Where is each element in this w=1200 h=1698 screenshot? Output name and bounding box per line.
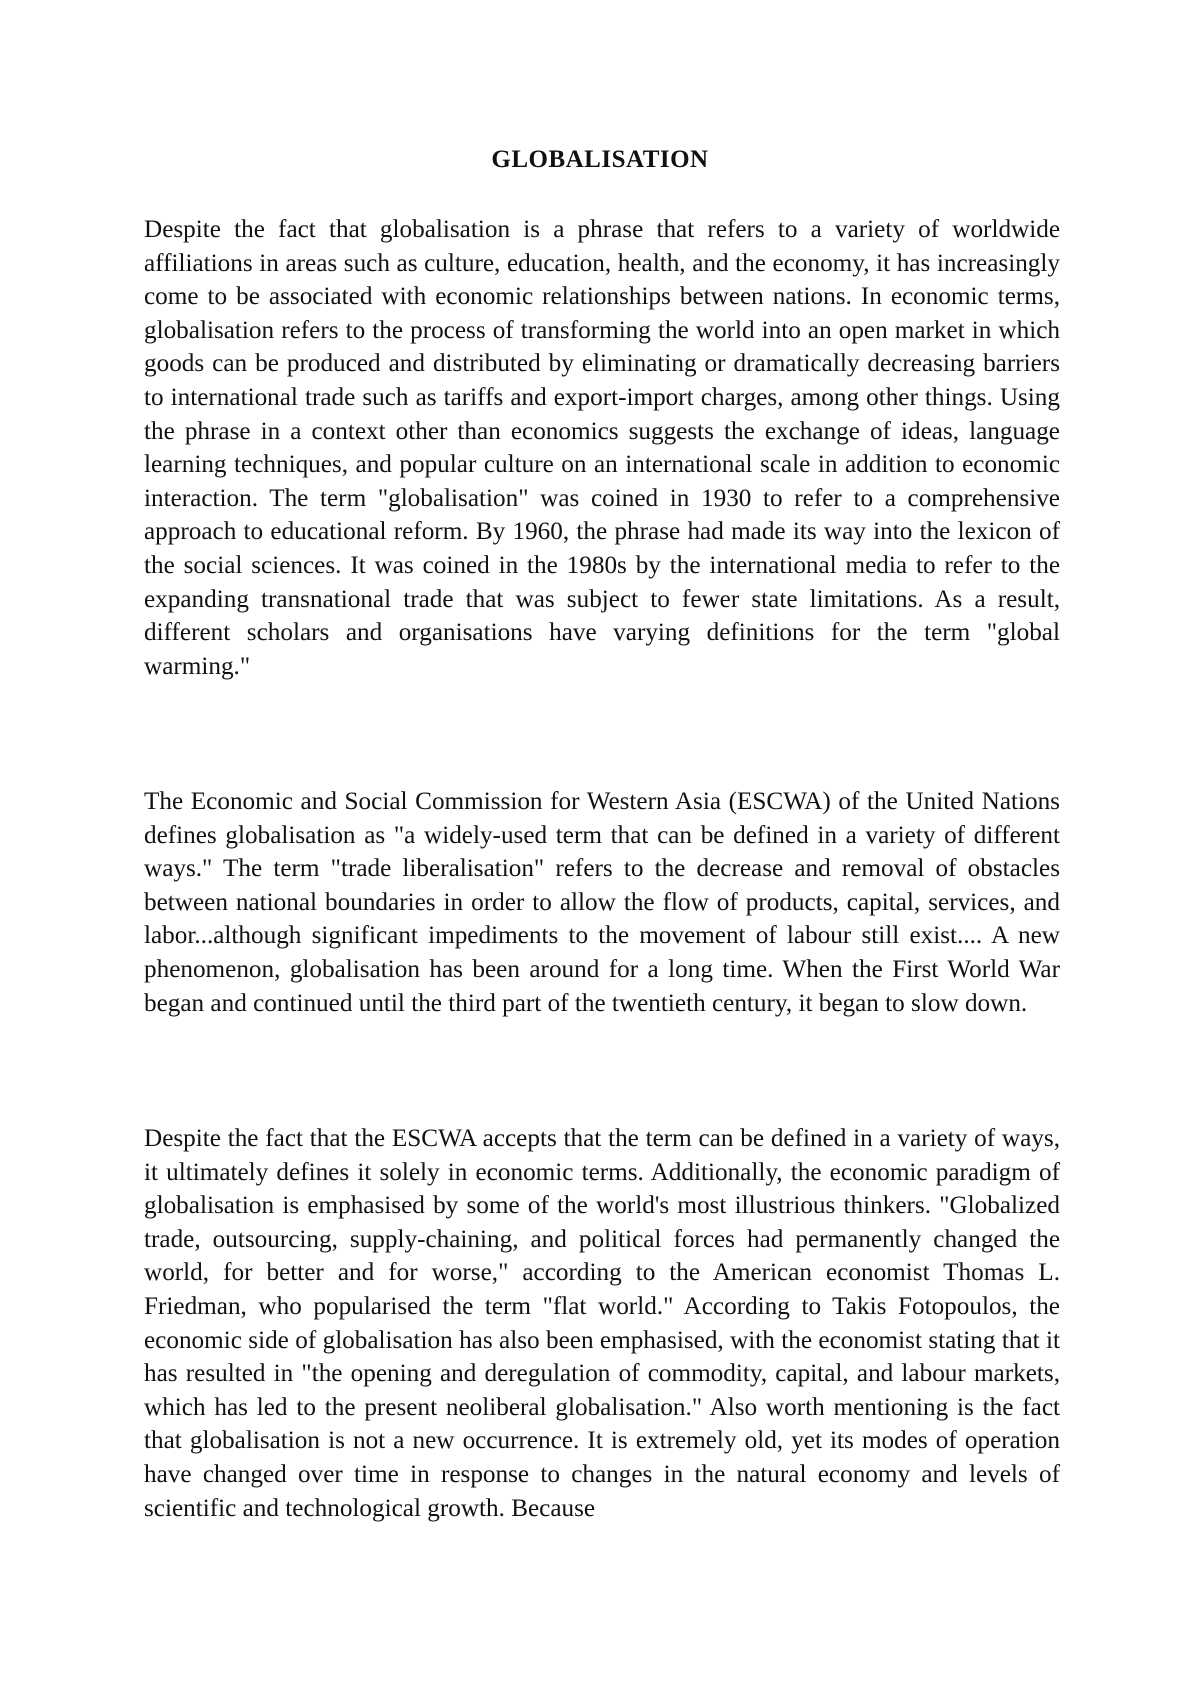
paragraph-1: Despite the fact that globalisation is a phrase that refers to a variety of worldwide affiliations in areas such as culture, education, health, and the economy, it has increasingly come to be associated with economic relationships between nations. In economic terms, globalisation refers to the process of transforming the world into an open market in which goods can be produced and distributed by eliminating or dramatically decreasing barriers to international trade such as tariffs and export-import charges, among other things. Using the phrase in a context other than economics suggests the exchange of ideas, language learning techniques, and popular culture on an international scale in addition to economic interaction. The term "globalisation" was coined in 1930 to refer to a comprehensive approach to educational reform. By 1960, the phrase had made its way into the lexicon of the social sciences. It was coined in the 1980s by the international media to refer to the expanding transnational trade that was subject to fewer state limitations. As a result, different scholars and organisations have varying definitions for the term "global warming." [144, 216, 1060, 680]
paragraph-2: The Economic and Social Commission for Western Asia (ESCWA) of the United Nations defines globalisation as "a widely-used term that can be defined in a variety of different ways." The term "trade liberalisation" refers to the decrease and removal of obstacles between national boundaries in order to allow the flow of products, capital, services, and labor...although significant impediments to the movement of labour still exist.... A new phenomenon, globalisation has been around for a long time. When the First World War began and continued until the third part of the twentieth century, it began to slow down. [144, 788, 1060, 1017]
paragraph-3: Despite the fact that the ESCWA accepts that the term can be defined in a variety of ways, it ultimately defines it solely in economic terms. Additionally, the economic paradigm of globalisation is emphasised by some of the world's most illustrious thinkers. "Globalized trade, outsourcing, supply-chaining, and political forces had permanently changed the world, for better and for worse," according to the American economist Thomas L. Friedman, who popularised the term "flat world." According to Takis Fotopoulos, the economic side of globalisation has also been emphasised, with the economist stating that it has resulted in "the opening and deregulation of commodity, capital, and labour markets, which has led to the present neoliberal globalisation." Also worth mentioning is the fact that globalisation is not a new occurrence. It is extremely old, yet its modes of operation have changed over time in response to changes in the natural economy and levels of scientific and technological growth. Because [144, 1125, 1060, 1522]
document-title: GLOBALISATION [491, 146, 709, 173]
